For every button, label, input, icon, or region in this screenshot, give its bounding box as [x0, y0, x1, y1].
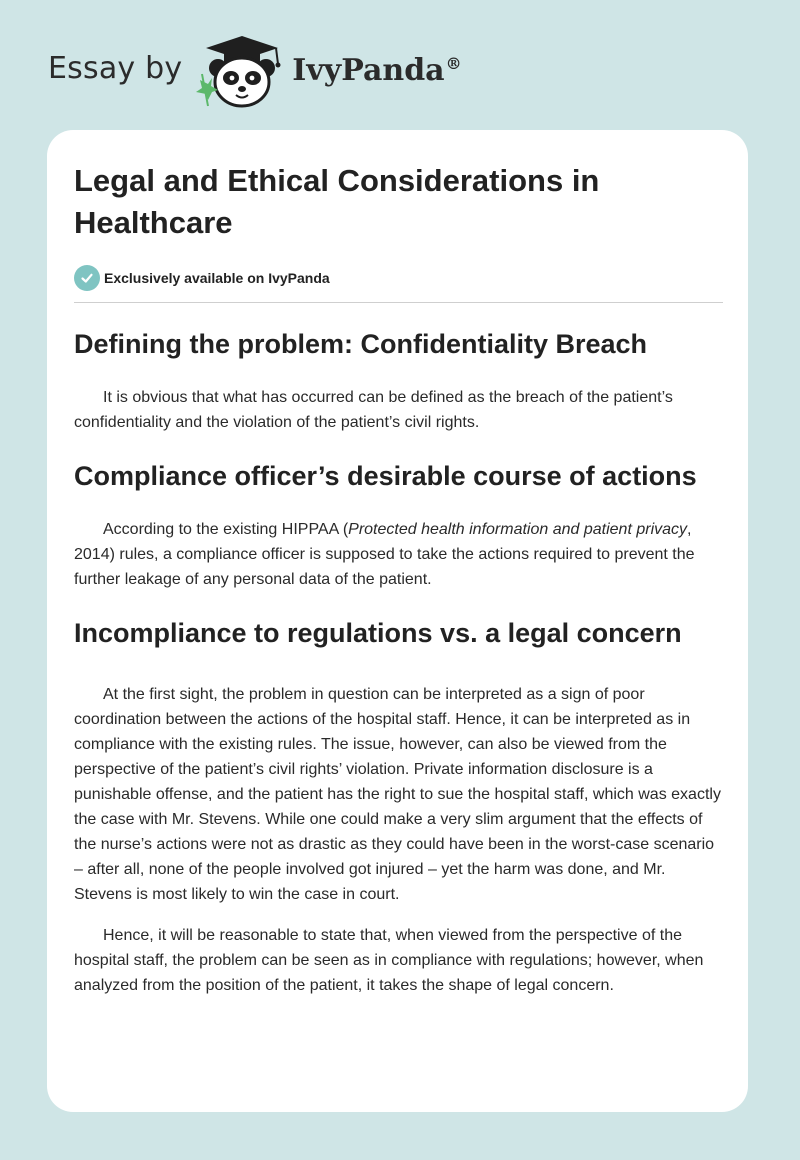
- brand-name: IvyPanda®: [292, 52, 462, 88]
- registered-mark: ®: [445, 53, 462, 73]
- brand-prefix: Essay by: [48, 50, 183, 86]
- section-incompliance: [74, 613, 723, 998]
- citation-title: Protected health information and patient privacy: [348, 521, 688, 538]
- section-paragraph: It is obvious that what has occurred can be defined as the breach of the patient’s confidentiality and the violation of the patient’s civil rights.: [74, 389, 673, 431]
- section-heading: Incompliance to regulations vs. a legal concern: [74, 618, 682, 648]
- section-paragraph: According to the existing HIPPAA (Protected health information and patient privacy, 2014) rules, a compliance officer is supposed to take the actions required to prevent the further leakage of any personal data of the patient.: [74, 521, 695, 588]
- brand-header: [48, 34, 462, 110]
- section-heading: Defining the problem: Confidentiality Breach: [74, 329, 648, 359]
- panda-graduation-cap-icon: [196, 34, 288, 110]
- page-title: Legal and Ethical Considerations in Healthcare: [74, 163, 600, 240]
- section-defining-problem: [74, 324, 723, 435]
- exclusive-label: Exclusively available on IvyPanda: [104, 270, 330, 286]
- section-paragraph: At the first sight, the problem in question can be interpreted as a sign of poor coordination between the actions of the hospital staff. Hence, it can be interpreted as in compliance with the existing rules. The issue, however, can also be viewed from the perspective of the patient’s civil rights’ violation. Private information disclosure is a punishable offense, and the patient has the right to sue the hospital staff, which was exactly the case with Mr. Stevens. While one could make a very slim argument that the effects of the nurse’s actions were not as drastic as they could have been in the worst-case scenario – after all, none of the people involved got injured – yet the harm was done, and Mr. Stevens is most likely to win the case in court.: [74, 686, 721, 903]
- section-heading: Compliance officer’s desirable course of actions: [74, 461, 697, 491]
- title-divider: [74, 302, 723, 303]
- exclusive-badge: [74, 265, 723, 291]
- section-paragraph: Hence, it will be reasonable to state that, when viewed from the perspective of the hospital staff, the problem can be seen as in compliance with regulations; however, when analyzed from the position of the patient, it takes the shape of legal concern.: [74, 927, 704, 994]
- essay-card: [47, 130, 748, 1112]
- section-compliance-officer: [74, 456, 723, 592]
- check-circle-icon: [74, 265, 100, 291]
